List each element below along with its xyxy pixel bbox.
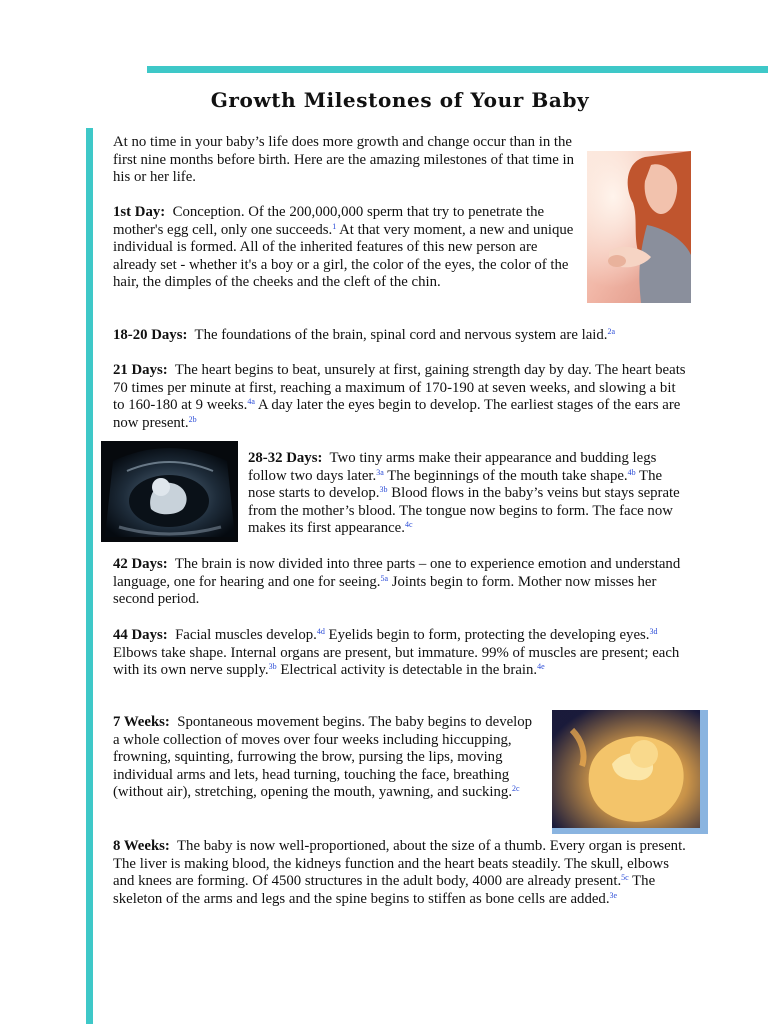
milestone-1st-day: [113, 204, 578, 292]
reference-mark: 5a: [380, 573, 389, 583]
milestone-text: The heart begins to beat, unsurely at first, gaining strength day by day. The heart beats 70 times per minute at first, reaching a maximum of 170-190 at seven weeks, and slowing a bit to 160-180 at 9 weeks.: [113, 362, 686, 414]
reference-mark: 3e: [609, 890, 618, 900]
reference-mark: 3a: [376, 467, 384, 477]
milestone-44-days: [113, 627, 688, 680]
milestone-label: 1st Day:: [113, 204, 166, 220]
milestone-18-20-days: [113, 327, 713, 345]
reference-mark: 4e: [537, 662, 545, 672]
reference-mark: 3d: [649, 627, 658, 636]
page-title: Growth Milestones of Your Baby: [210, 88, 590, 112]
milestone-text: The baby is now well-proportioned, about the size of a thumb. Every organ is present. The liver is making blood, the kidneys function and the heart beats steadily. The skull, elbows and knees are forming. Of 4500 structures in the adult body, 4000 are already present.: [113, 838, 686, 890]
milestone-text: The foundations of the brain, spinal cord and nervous system are laid.: [194, 327, 608, 343]
reference-mark: 5c: [621, 873, 629, 883]
reference-mark: 4d: [316, 627, 325, 636]
milestone-8-weeks: [113, 838, 691, 908]
milestone-text: Blood flows in the baby’s veins but stays seprate from the mother’s blood. The tongue now begins to form. The face now makes its first appearance.: [248, 485, 680, 537]
milestone-42-days: [113, 556, 688, 609]
milestone-28-32-days: [248, 450, 688, 538]
reference-mark: 2a: [607, 327, 616, 336]
reference-mark: 3b: [268, 662, 277, 672]
milestone-text: Joints begin to form. Mother now misses her second period.: [113, 573, 657, 608]
milestone-text: At that very moment, a new and unique individual is formed. All of the inherited features of this new person are already set - whether it's a boy or a girl, the color of the eyes, the color of the hair, the dimples of the cheeks and the cleft of the chin.: [113, 221, 574, 291]
left-accent-rule: [86, 128, 93, 1024]
intro-paragraph: At no time in your baby’s life does more growth and change occur than in the first nine months before birth. Here are the amazing milestones of that time in his or her life.: [113, 134, 575, 186]
fetus-photo: [552, 710, 708, 834]
top-accent-rule: [147, 66, 768, 73]
milestone-text: Two tiny arms make their appearance and budding legs follow two days later.: [248, 450, 657, 484]
milestone-21-days: [113, 362, 688, 432]
milestone-text: The brain is now divided into three parts – one to experience emotion and understand language, one for hearing and one for seeing.: [113, 556, 681, 590]
reference-mark: 2b: [188, 414, 197, 424]
milestone-7-weeks: [113, 714, 533, 802]
milestone-label: 7 Weeks:: [113, 714, 170, 730]
milestone-label: 44 Days:: [113, 627, 168, 643]
reference-mark: 4c: [404, 520, 413, 530]
milestone-text: The nose starts to develop.: [248, 467, 663, 502]
milestone-text: The beginnings of the mouth take shape.: [383, 467, 628, 484]
milestone-text: A day later the eyes begin to develop. The earliest stages of the ears are now present.: [113, 397, 681, 431]
milestone-label: 21 Days:: [113, 362, 168, 378]
milestone-text: Spontaneous movement begins. The baby begins to develop a whole collection of moves over four weeks including hiccupping, frowning, squinting, furrowing the brow, pursing the lips, moving individual arms and lets, head turning, touching the face, breathing (without air), stretching, opening the mouth, yawning, and sucking.: [113, 714, 533, 801]
milestone-label: 42 Days:: [113, 556, 168, 572]
ultrasound-photo: [101, 441, 238, 542]
milestone-text: Facial muscles develop.: [175, 627, 317, 643]
milestone-label: 28-32 Days:: [248, 450, 323, 466]
reference-mark: 4b: [627, 467, 636, 477]
milestone-label: 18-20 Days:: [113, 327, 188, 343]
milestone-text: The skeleton of the arms and legs and the spine begins to stiffen as bone cells are added.: [113, 873, 656, 907]
reference-mark: 4a: [247, 397, 255, 407]
reference-mark: 3b: [379, 485, 388, 495]
milestone-text: Electrical activity is detectable in the brain.: [276, 662, 538, 679]
milestone-text: Conception. Of the 200,000,000 sperm that try to penetrate the mother's egg cell, only one succeeds.: [113, 204, 545, 238]
milestone-text: Elbows take shape. Internal organs are present, but immature. 99% of muscles are present; each with its own nerve supply.: [113, 644, 680, 679]
reference-mark: 1: [332, 221, 337, 231]
reference-mark: 2c: [512, 784, 520, 794]
mother-photo: [587, 151, 691, 303]
milestone-text: Eyelids begin to form, protecting the developing eyes.: [324, 627, 650, 643]
milestone-label: 8 Weeks:: [113, 838, 170, 854]
